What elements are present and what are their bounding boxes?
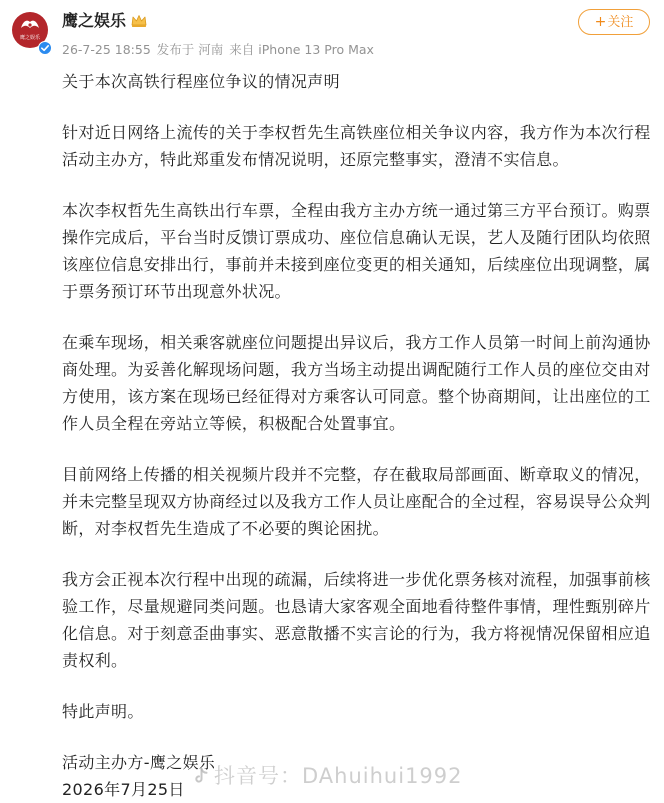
paragraph-1 (62, 119, 652, 173)
paragraph-line: 化信息。对于刻意歪曲事实、恶意散播不实言论的行为，我方将视情况保留相应追 (62, 624, 651, 643)
paragraph-line: 目前网络上传播的相关视频片段并不完整，存在截取局部画面、断章取义的情况， (62, 465, 651, 484)
paragraph-2 (62, 197, 652, 305)
paragraph-4 (62, 461, 652, 542)
paragraph-line: 商处理。为妥善化解现场问题，我方当场主动提出调配随行工作人员的座位交由对 (62, 360, 651, 379)
plus-icon: + (594, 14, 607, 30)
post-location: 发布于 河南 (156, 42, 224, 57)
post-meta (62, 41, 380, 59)
paragraph-line: 本次李权哲先生高铁出行车票，全程由我方主办方统一通过第三方平台预订。购票 (62, 201, 651, 220)
paragraph-line: 操作完成后，平台当时反馈订票成功、座位信息确认无误，艺人及随行团队均依照 (62, 228, 651, 247)
paragraph-line: 活动主办方，特此郑重发布情况说明，还原完整事实，澄清不实信息。 (62, 150, 569, 169)
paragraph-line: 方使用，该方案在现场已经征得对方乘客认可同意。整个协商期间，让出座位的工 (62, 387, 651, 406)
paragraph-line: 该座位信息安排出行，事前并未接到座位变更的相关通知，后续座位出现调整，属 (62, 255, 651, 274)
paragraph-line: 针对近日网络上流传的关于李权哲先生高铁座位相关争议内容，我方作为本次行程 (62, 123, 651, 142)
paragraph-5 (62, 566, 652, 674)
follow-button[interactable] (578, 9, 650, 35)
paragraph-3 (62, 329, 652, 437)
post-source-device: 来自 iPhone 13 Pro Max (229, 42, 374, 57)
crown-badge-icon (130, 12, 148, 30)
post-time: 26-7-25 18:55 (62, 42, 151, 57)
paragraph-line: 责权利。 (62, 651, 128, 670)
follow-label: 关注 (607, 15, 634, 30)
paragraph-line: 断，对李权哲先生造成了不必要的舆论困扰。 (62, 519, 390, 538)
username[interactable]: 鹰之娱乐 (62, 11, 127, 30)
paragraph-line: 于票务预订环节出现意外状况。 (62, 282, 291, 301)
paragraph-line: 在乘车现场，相关乘客就座位问题提出异议后，我方工作人员第一时间上前沟通协 (62, 333, 651, 352)
watermark (192, 760, 463, 790)
verified-badge-icon (38, 41, 52, 55)
post-body (62, 68, 652, 803)
post-header (0, 0, 664, 66)
paragraph-6 (62, 698, 652, 725)
paragraph-line: 作人员全程在旁站立等候，积极配合处置事宜。 (62, 414, 406, 433)
douyin-logo-icon (192, 767, 210, 785)
avatar-label: 鹰之娱乐 (19, 35, 40, 41)
paragraph-line: 我方会正视本次行程中出现的疏漏，后续将进一步优化票务核对流程，加强事前核 (62, 570, 651, 589)
paragraph-line: 验工作，尽量规避同类问题。也恳请大家客观全面地看待整件事情，理性甄别碎片 (62, 597, 651, 616)
post-title: 关于本次高铁行程座位争议的情况声明 (62, 72, 340, 91)
paragraph-line: 特此声明。 (62, 702, 144, 721)
signature: 活动主办方-鹰之娱乐 (62, 753, 216, 772)
statement-date: 2026年7月25日 (62, 780, 185, 799)
paragraph-line: 并未完整呈现双方协商经过以及我方工作人员让座配合的全过程，容易误导公众判 (62, 492, 651, 511)
watermark-text: 抖音号：DAhuihui1992 (214, 764, 463, 788)
